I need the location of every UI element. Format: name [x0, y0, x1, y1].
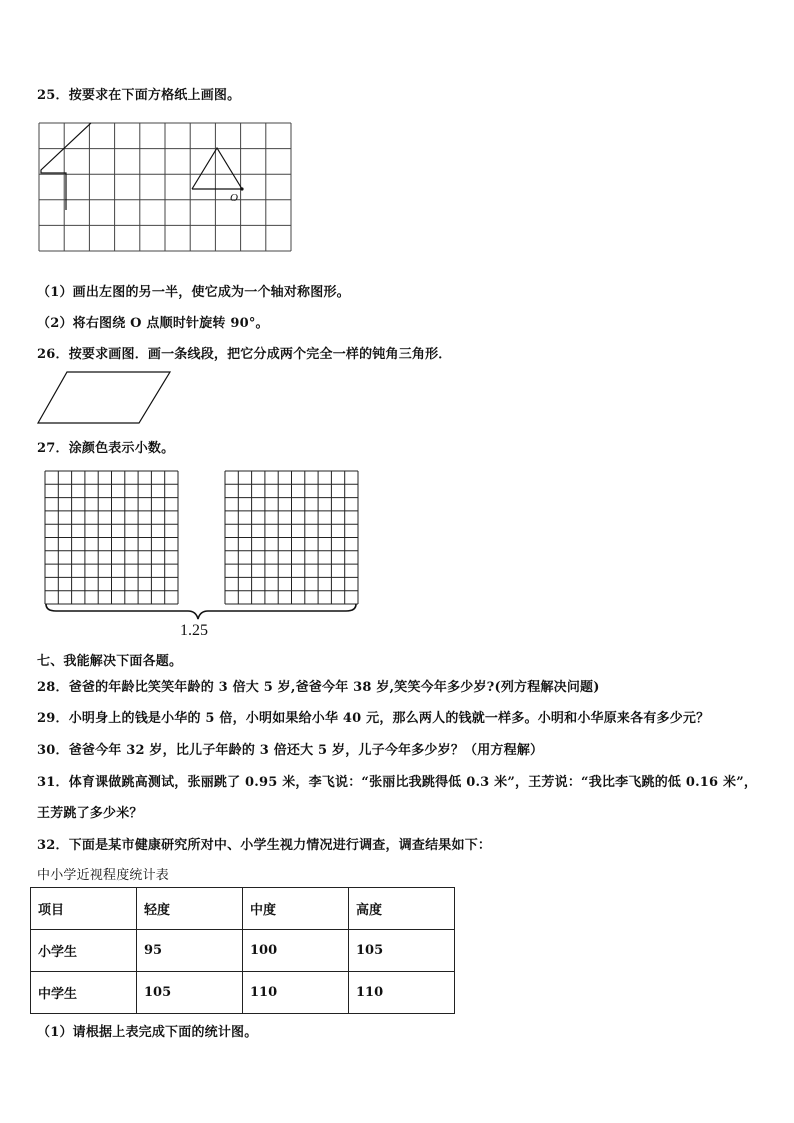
q31-line1: 31．体育课做跳高测试，张丽跳了 0.95 米，李飞说：“张丽比我跳得低 0.3 米”，王芳说：“我比李飞跳的低 0.16 米”， — [37, 775, 758, 790]
q29-text: 29．小明身上的钱是小华的 5 倍，小明如果给小华 40 元，那么两人的钱就一样多。小明和小华原来各有多少元？ — [37, 711, 710, 726]
q30-text: 30．爸爸今年 32 岁，比儿子年龄的 3 倍还大 5 岁，儿子今年多少岁？（用方程解） — [37, 743, 544, 758]
table-header-cell: 项目 — [31, 888, 137, 930]
table-cell: 105 — [349, 930, 455, 972]
point-o-label: O — [230, 192, 238, 204]
table-title: 中小学近视程度统计表 — [37, 868, 170, 883]
myopia-stats-table — [30, 887, 455, 1014]
table-header-cell: 轻度 — [137, 888, 243, 930]
q27-title: 27．涂颜色表示小数。 — [37, 441, 175, 456]
q28-text: 28．爸爸的年龄比笑笑年龄的 3 倍大 5 岁,爸爸今年 38 岁,笑笑今年多少岁?(列方程解决问题) — [37, 680, 600, 695]
q25-part1: （1）画出左图的另一半，使它成为一个轴对称图形。 — [37, 285, 350, 300]
left-half-shape — [41, 123, 91, 210]
table-cell: 中学生 — [31, 972, 137, 1014]
table-cell: 95 — [137, 930, 243, 972]
table-cell: 100 — [243, 930, 349, 972]
table-header-row — [31, 888, 455, 930]
q26-title: 26．按要求画图．画一条线段，把它分成两个完全一样的钝角三角形． — [37, 347, 452, 362]
parallelogram-figure[interactable] — [36, 370, 176, 426]
hundred-grid-left[interactable] — [44, 470, 180, 606]
table-cell: 小学生 — [31, 930, 137, 972]
table-cell: 110 — [243, 972, 349, 1014]
q31-line2: 王芳跳了多少米？ — [37, 806, 143, 821]
point-o-icon — [240, 187, 243, 190]
brace-icon — [44, 602, 364, 624]
q32-part1: （1）请根据上表完成下面的统计图。 — [37, 1025, 258, 1040]
q25-grid-paper[interactable] — [38, 122, 296, 256]
right-triangle-shape — [192, 148, 242, 189]
section7-title: 七、我能解决下面各题。 — [37, 654, 183, 669]
table-row — [31, 930, 455, 972]
table-cell: 110 — [349, 972, 455, 1014]
table-cell: 105 — [137, 972, 243, 1014]
q32-text: 32．下面是某市健康研究所对中、小学生视力情况进行调查，调查结果如下： — [37, 838, 492, 853]
q25-title: 25．按要求在下面方格纸上画图。 — [37, 88, 241, 103]
table-header-cell: 高度 — [349, 888, 455, 930]
hundred-grid-right[interactable] — [224, 470, 360, 606]
parallelogram-shape — [38, 372, 170, 423]
table-row — [31, 972, 455, 1014]
q25-part2: （2）将右图绕 O 点顺时针旋转 90°。 — [37, 316, 269, 331]
decimal-label: 1.25 — [180, 622, 208, 639]
table-header-cell: 中度 — [243, 888, 349, 930]
